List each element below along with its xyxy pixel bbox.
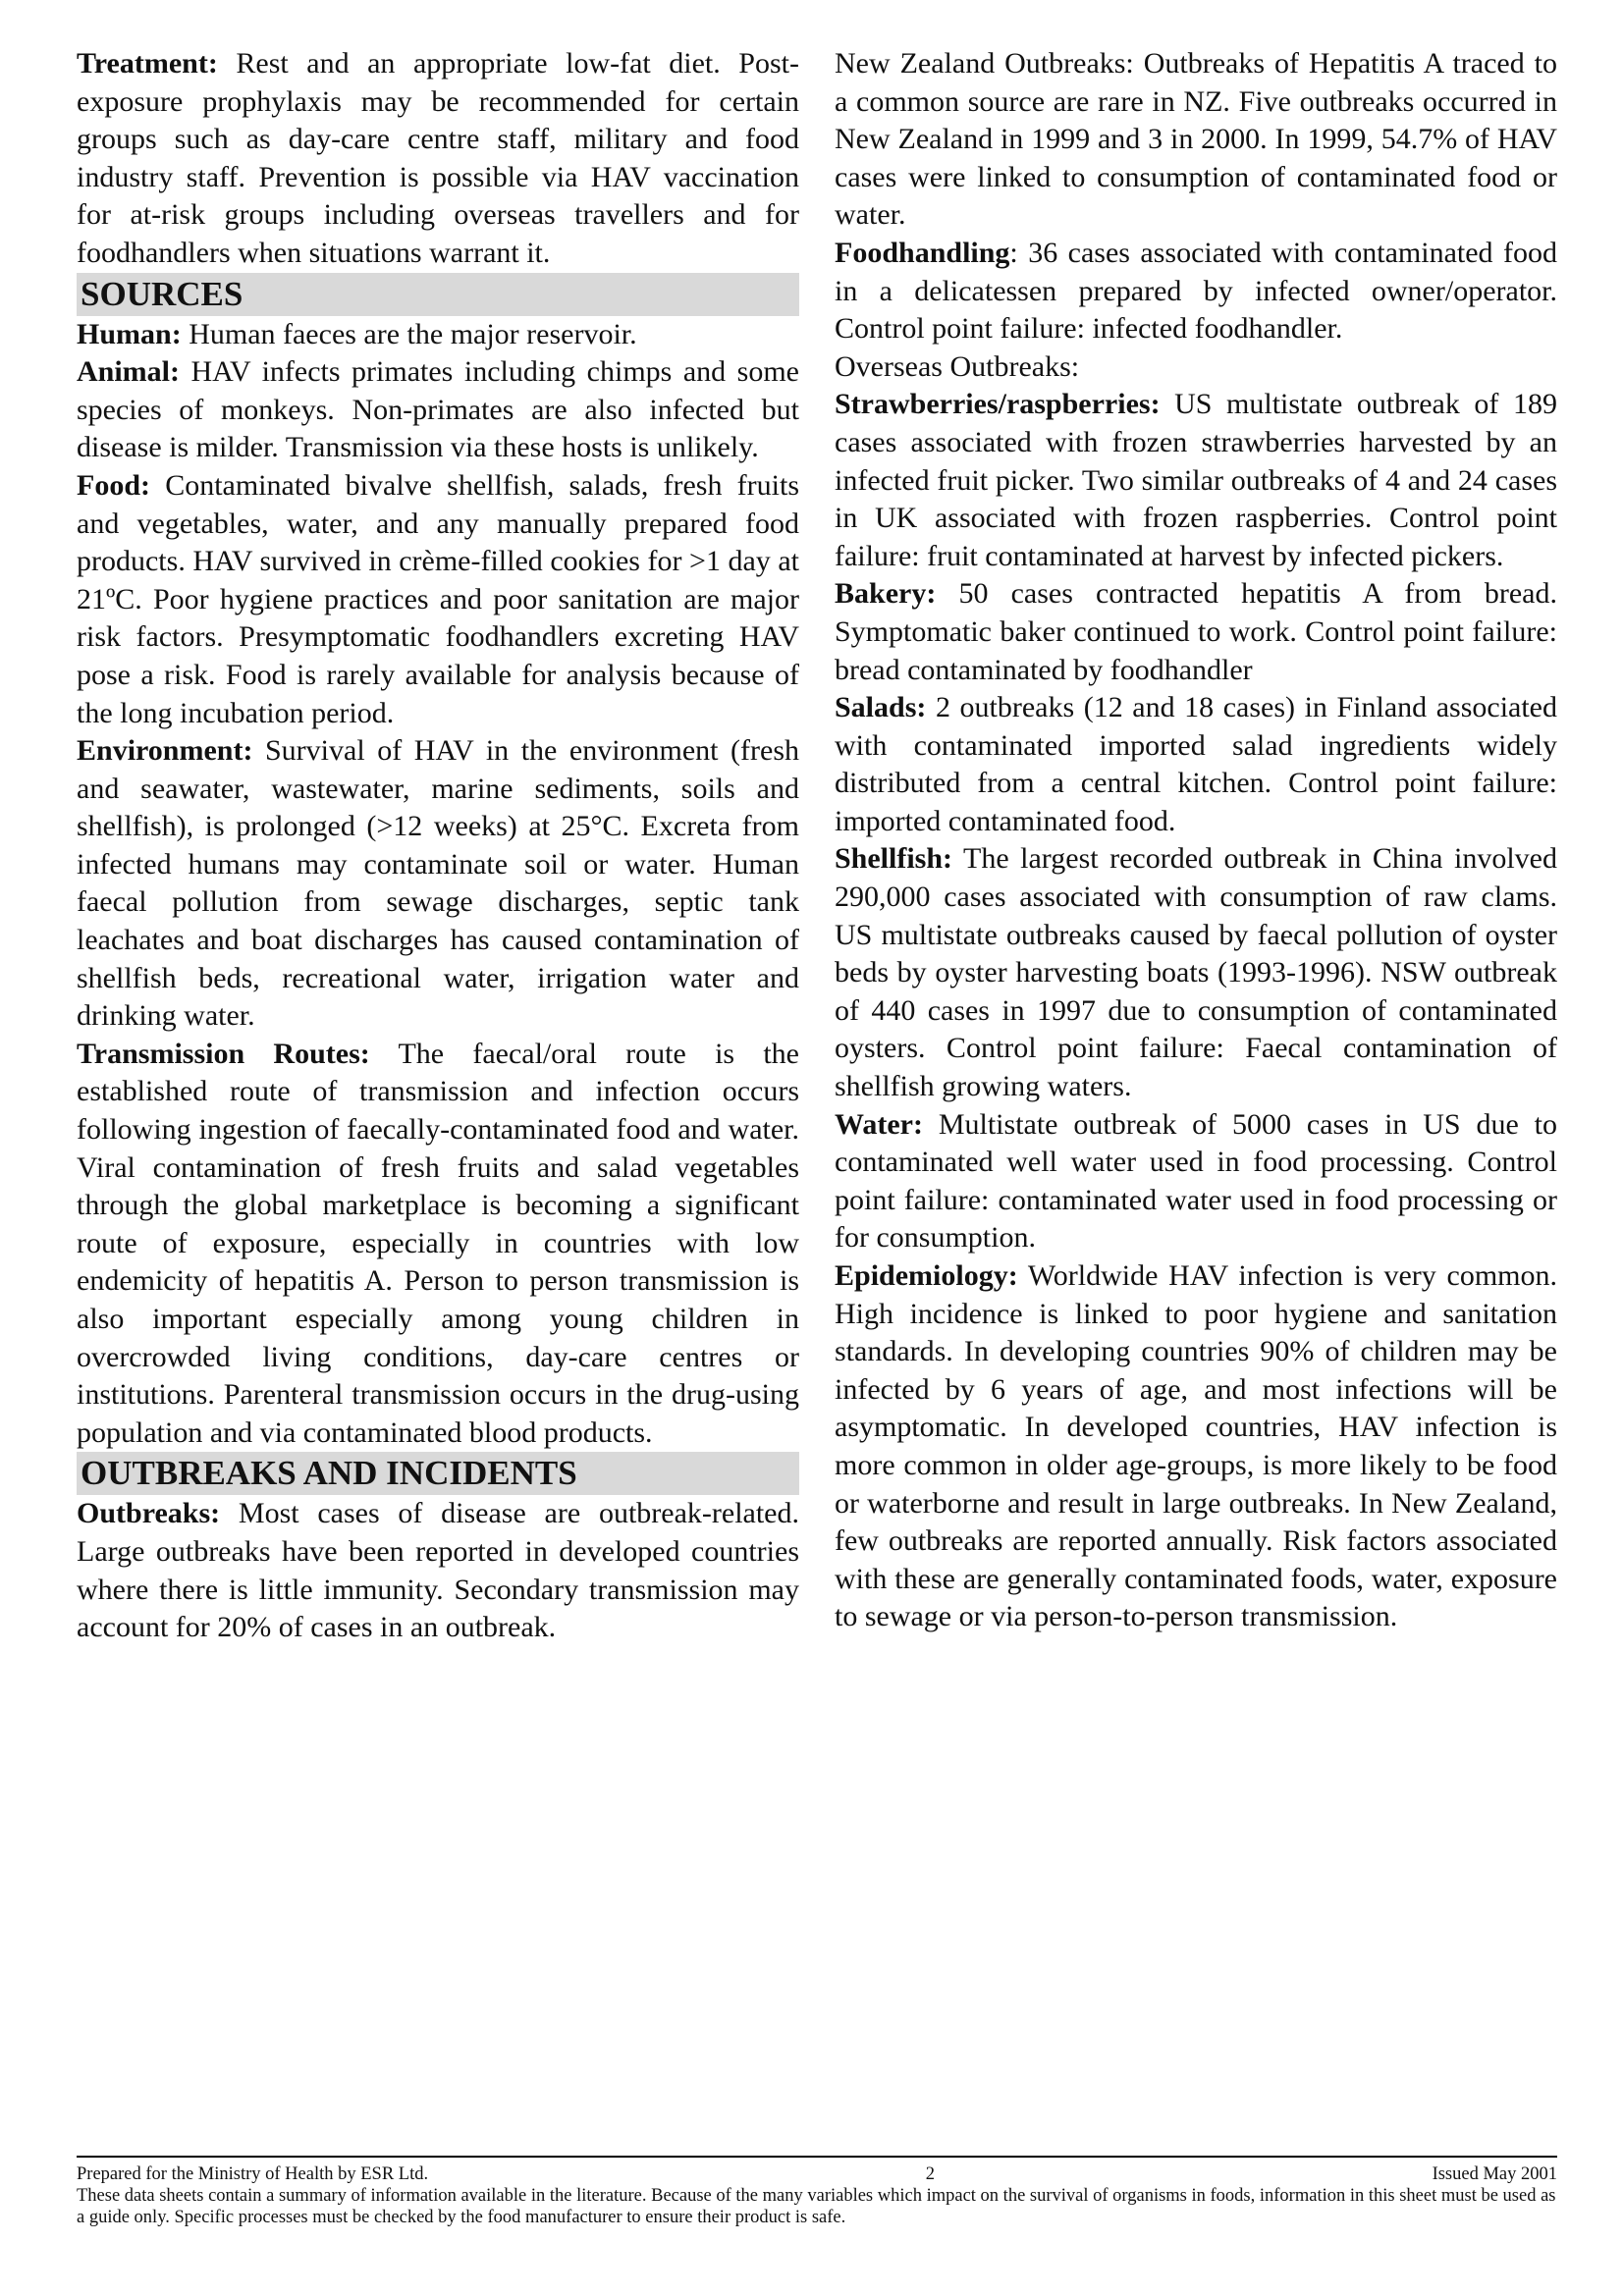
footer-issued-date: Issued May 2001 — [1432, 2164, 1557, 2184]
outbreaks-label: Outbreaks: — [77, 1497, 221, 1530]
animal-paragraph — [77, 353, 799, 467]
water-label: Water: — [835, 1107, 923, 1141]
outbreaks-heading: OUTBREAKS AND INCIDENTS — [77, 1452, 799, 1495]
food-text: Contaminated bivalve shellfish, salads, fresh fruits and vegetables, water, and any manually prepared food products. HAV survived in crème-filled cookies for >1 day at 21ºC. Poor hygiene practices and poor sanitation are major risk factors. Presymptomatic foodhandlers excreting HAV pose a risk. Food is rarely available for analysis because of the long incubation period. — [77, 468, 799, 729]
shellfish-label: Shellfish: — [835, 842, 953, 876]
transmission-text: The faecal/oral route is the established route of transmission and infection occurs following ingestion of faecally-contaminated food and water. Viral contamination of fresh fruits and salad vegetables through the global marketplace is becoming a significant route of exposure, especially in countries with low endemicity of hepatitis A. Person to person transmission is also important especially among young children in overcrowded living conditions, day-care centres or institutions. Parenteral transmission occurs in the drug-using population and via contaminated blood products. — [77, 1037, 799, 1449]
foodhandling-label: Foodhandling — [835, 236, 1010, 269]
water-text: Multistate outbreak of 5000 cases in US due to contaminated well water used in food processing. Control point failure: contaminated water used in food processing or for consumption. — [835, 1107, 1557, 1255]
human-label: Human: — [77, 317, 182, 350]
epidemiology-label: Epidemiology: — [835, 1259, 1018, 1292]
sources-heading: SOURCES — [77, 273, 799, 316]
overseas-outbreaks-paragraph: Overseas Outbreaks: — [835, 349, 1080, 383]
bakery-text: 50 cases contracted hepatitis A from bread. Symptomatic baker continued to work. Control point failure: bread contaminated by foodhandler — [835, 577, 1557, 686]
treatment-paragraph — [77, 45, 799, 273]
outbreaks-paragraph — [77, 1495, 799, 1646]
strawberries-paragraph — [835, 386, 1557, 575]
foodhandling-text: : 36 cases associated with contaminated food in a delicatessen prepared by infected owner/operator. Control point failure: infected foodhandler. — [835, 236, 1557, 346]
epidemiology-paragraph — [835, 1257, 1557, 1636]
environment-paragraph — [77, 732, 799, 1036]
shellfish-paragraph — [835, 840, 1557, 1105]
salads-text: 2 outbreaks (12 and 18 cases) in Finland associated with contaminated imported salad ingredients widely distributed from a central kitchen. Control point failure: imported contaminated food. — [835, 691, 1557, 837]
salads-label: Salads: — [835, 691, 927, 724]
footer-disclaimer: These data sheets contain a summary of information available in the literature. Because of the many variables which impact on the survival of organisms in foods, information in this sheet must be used as a guide only. Specific processes must be checked by the food manufacturer to ensure their product is safe. — [77, 2186, 1556, 2227]
epidemiology-text: Worldwide HAV infection is very common. High incidence is linked to poor hygiene and sanitation standards. In developing countries 90% of children may be infected by 6 years of age, and most infections will be asymptomatic. In developed countries, HAV infection is more common in older age-groups, is more likely to be food or waterborne and result in large outbreaks. In New Zealand, few outbreaks are reported annually. Risk factors associated with these are generally contaminated foods, water, exposure to sewage or via person-to-person transmission. — [835, 1259, 1557, 1633]
transmission-paragraph — [77, 1036, 799, 1453]
human-text: Human faeces are the major reservoir. — [181, 317, 637, 350]
environment-text: Survival of HAV in the environment (fresh and seawater, wastewater, marine sediments, soils and shellfish), is prolonged (>12 weeks) at 25°C. Excreta from infected humans may contaminate soil or water. Human faecal pollution from sewage discharges, septic tank leachates and boat discharges has caused contamination of shellfish beds, recreational water, irrigation water and drinking water. — [77, 734, 799, 1033]
footer-page-number: 2 — [925, 2164, 935, 2184]
page-footer — [77, 2156, 1557, 2228]
treatment-label: Treatment: — [77, 47, 218, 80]
water-paragraph — [835, 1106, 1557, 1257]
food-paragraph — [77, 467, 799, 732]
footer-prepared-by: Prepared for the Ministry of Health by ESR Ltd. — [77, 2164, 429, 2184]
human-paragraph — [77, 316, 799, 354]
treatment-text: Rest and an appropriate low-fat diet. Post-exposure prophylaxis may be recommended for certain groups such as day-care centre staff, military and food industry staff. Prevention is possible via HAV vaccination for at-risk groups including overseas travellers and for foodhandlers when situations warrant it. — [77, 47, 799, 269]
salads-paragraph — [835, 689, 1557, 840]
foodhandling-paragraph — [835, 235, 1557, 348]
right-column — [835, 45, 1557, 1636]
animal-label: Animal: — [77, 355, 180, 389]
nz-outbreaks-paragraph: New Zealand Outbreaks: Outbreaks of Hepatitis A traced to a common source are rare in NZ. Five outbreaks occurred in New Zealand in 1999 and 3 in 2000. In 1999, 54.7% of HAV cases were linked to consumption of contaminated food or water. — [835, 47, 1557, 232]
footer-top-row — [77, 2163, 1557, 2185]
left-column — [77, 45, 799, 1647]
shellfish-text: The largest recorded outbreak in China involved 290,000 cases associated with consumption of raw clams. US multistate outbreaks caused by faecal pollution of oyster beds by oyster harvesting boats (1993-1996). NSW outbreak of 440 cases in 1997 due to consumption of contaminated oysters. Control point failure: Faecal contamination of shellfish growing waters. — [835, 842, 1557, 1103]
transmission-label: Transmission Routes: — [77, 1037, 370, 1070]
bakery-label: Bakery: — [835, 577, 937, 611]
environment-label: Environment: — [77, 734, 253, 768]
strawberries-label: Strawberries/raspberries: — [835, 388, 1161, 421]
bakery-paragraph — [835, 575, 1557, 689]
food-label: Food: — [77, 468, 150, 502]
animal-text: HAV infects primates including chimps and some species of monkeys. Non-primates are also infected but disease is milder. Transmission via these hosts is unlikely. — [77, 355, 799, 464]
outbreaks-text: Most cases of disease are outbreak-related. Large outbreaks have been reported in developed countries where there is little immunity. Secondary transmission may account for 20% of cases in an outbreak. — [77, 1497, 799, 1644]
strawberries-text: US multistate outbreak of 189 cases associated with frozen strawberries harvested by an infected fruit picker. Two similar outbreaks of 4 and 24 cases in UK associated with frozen raspberries. Control point failure: fruit contaminated at harvest by infected pickers. — [835, 388, 1557, 572]
